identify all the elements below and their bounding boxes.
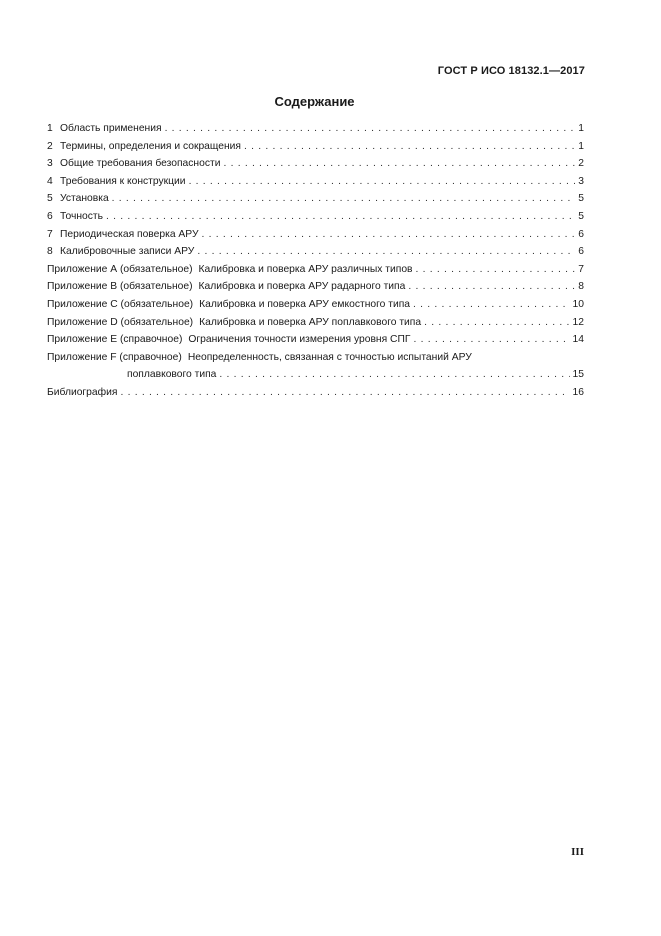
toc-appendix-f[interactable] bbox=[47, 349, 584, 384]
toc-appendix-title: Калибровка и поверка АРУ емкостного типа bbox=[199, 298, 411, 310]
toc-entry-page: 5 bbox=[578, 193, 584, 205]
toc-leader-dots bbox=[219, 366, 569, 384]
toc-entry-title: Точность bbox=[60, 210, 103, 222]
document-code: ГОСТ Р ИСО 18132.1—2017 bbox=[437, 65, 585, 77]
toc-appendix-label: Приложение А (обязательное) bbox=[47, 263, 193, 275]
toc-bibliography[interactable] bbox=[47, 384, 584, 402]
toc-appendix-title: Калибровка и поверка АРУ поплавкового типа bbox=[199, 316, 422, 328]
toc-appendix-page: 15 bbox=[572, 369, 584, 381]
toc-leader-dots bbox=[201, 226, 575, 244]
toc-leader-dots bbox=[408, 278, 575, 296]
toc-leader-dots bbox=[197, 243, 575, 261]
toc-entry-6[interactable] bbox=[47, 208, 584, 226]
toc-appendix-page: 7 bbox=[578, 263, 584, 275]
toc-entry-7[interactable] bbox=[47, 226, 584, 244]
toc-entry-4[interactable] bbox=[47, 173, 584, 191]
toc-leader-dots bbox=[165, 120, 576, 138]
toc-entry-page: 1 bbox=[578, 123, 584, 134]
toc-bibliography-page: 16 bbox=[572, 386, 584, 398]
toc-entry-page: 6 bbox=[578, 246, 584, 258]
toc-appendix-label: Приложение В (обязательное) bbox=[47, 281, 193, 293]
toc-title: Содержание bbox=[274, 94, 355, 109]
toc-appendix-title: Ограничения точности измерения уровня СПГ bbox=[188, 334, 411, 346]
toc-entry-page: 6 bbox=[578, 228, 584, 240]
toc-entry-title: Термины, определения и сокращения bbox=[60, 140, 241, 152]
toc-appendix-a[interactable] bbox=[47, 261, 584, 279]
toc-appendix-title-continued: поплавкового типа bbox=[127, 369, 217, 381]
toc-appendix-page: 12 bbox=[572, 316, 584, 328]
page-number: III bbox=[571, 846, 584, 858]
toc-leader-dots bbox=[106, 208, 575, 226]
toc-entry-3[interactable] bbox=[47, 155, 584, 173]
toc-entry-title: Общие требования безопасности bbox=[60, 158, 221, 170]
toc-leader-dots bbox=[416, 261, 576, 279]
toc-leader-dots bbox=[189, 173, 576, 191]
toc-entry-number: 4 bbox=[47, 175, 53, 187]
toc-appendix-page: 14 bbox=[572, 334, 584, 346]
toc-entry-page: 1 bbox=[578, 140, 584, 152]
toc-appendix-label: Приложение D (обязательное) bbox=[47, 316, 194, 328]
toc-appendix-title: Неопределенность, связанная с точностью испытаний АРУ bbox=[187, 351, 472, 363]
toc-appendix-title: Калибровка и поверка АРУ радарного типа bbox=[198, 281, 406, 293]
toc-entry-number: 1 bbox=[47, 123, 53, 134]
toc-leader-dots bbox=[413, 296, 570, 314]
toc-appendix-label: Приложение F (справочное) bbox=[47, 351, 182, 363]
toc-leader-dots bbox=[223, 155, 575, 173]
toc-appendix-label: Приложение Е (справочное) bbox=[47, 334, 183, 346]
toc-entry-page: 3 bbox=[578, 175, 584, 187]
toc-entry-title: Область применения bbox=[60, 123, 162, 134]
toc-entry-number: 7 bbox=[47, 228, 53, 240]
toc-entry-8[interactable] bbox=[47, 243, 584, 261]
toc-entry-number: 2 bbox=[47, 140, 53, 152]
table-of-contents bbox=[47, 120, 584, 402]
toc-entry-1[interactable] bbox=[47, 120, 584, 138]
toc-entry-title: Требования к конструкции bbox=[60, 175, 186, 187]
toc-leader-dots bbox=[244, 138, 575, 156]
toc-bibliography-title: Библиография bbox=[47, 386, 118, 398]
toc-appendix-b[interactable] bbox=[47, 278, 584, 296]
toc-entry-number: 8 bbox=[47, 246, 53, 258]
toc-appendix-label: Приложение С (обязательное) bbox=[47, 298, 194, 310]
toc-appendix-title: Калибровка и поверка АРУ различных типов bbox=[198, 263, 413, 275]
toc-appendix-e[interactable] bbox=[47, 331, 584, 349]
toc-entry-number: 6 bbox=[47, 210, 53, 222]
toc-entry-title: Установка bbox=[60, 193, 109, 205]
toc-entry-2[interactable] bbox=[47, 138, 584, 156]
toc-entry-number: 3 bbox=[47, 158, 53, 170]
toc-leader-dots bbox=[424, 314, 569, 332]
toc-entry-number: 5 bbox=[47, 193, 53, 205]
toc-entry-title: Периодическая поверка АРУ bbox=[60, 228, 199, 240]
toc-leader-dots bbox=[112, 190, 576, 208]
toc-appendix-d[interactable] bbox=[47, 314, 584, 332]
toc-entry-page: 5 bbox=[578, 210, 584, 222]
toc-appendix-c[interactable] bbox=[47, 296, 584, 314]
toc-leader-dots bbox=[413, 331, 569, 349]
toc-leader-dots bbox=[120, 384, 569, 402]
toc-entry-title: Калибровочные записи АРУ bbox=[60, 246, 195, 258]
toc-entry-5[interactable] bbox=[47, 190, 584, 208]
toc-entry-page: 2 bbox=[578, 158, 584, 170]
toc-appendix-page: 8 bbox=[578, 281, 584, 293]
toc-appendix-page: 10 bbox=[572, 298, 584, 310]
